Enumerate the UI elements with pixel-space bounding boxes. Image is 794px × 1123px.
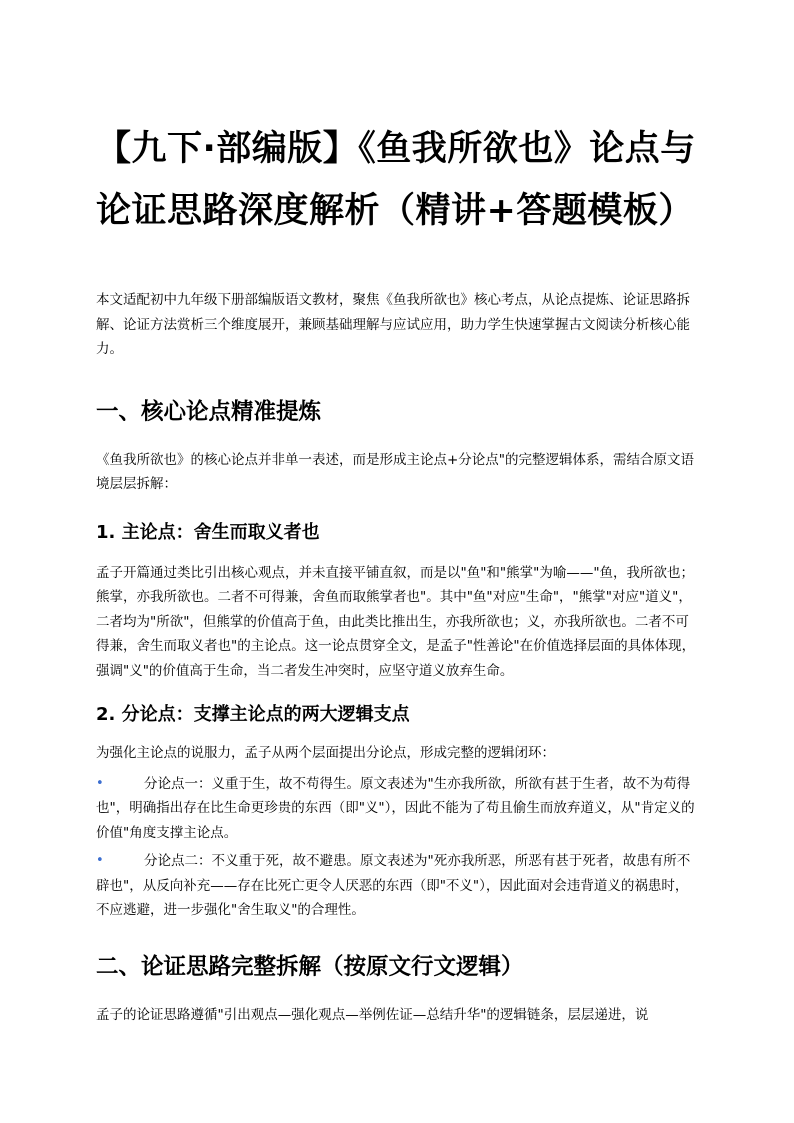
document-title: [96, 118, 698, 242]
intro-paragraph: 本文适配初中九年级下册部编版语文教材，聚焦《鱼我所欲也》核心考点，从论点提炼、论证思路拆解、论证方法赏析三个维度展开，兼顾基础理解与应试应用，助力学生快速掌握古文阅读分析核心能力。: [96, 292, 690, 357]
section-1-heading: 一、核心论点精准提炼: [96, 398, 322, 425]
list-item-text: 分论点一：义重于生，故不苟得生。原文表述为"生亦我所欲，所欲有甚于生者，故不为苟得也"，明确指出存在比生命更珍贵的东西（即"义"），因此不能为了苟且偷生而放弃道义，从"肯定义的价值"角度支撑主论点。: [96, 775, 695, 841]
subsection-2-heading: 2. 分论点：支撑主论点的两大逻辑支点: [96, 704, 410, 725]
title-line-1: 【九下·部编版】《鱼我所欲也》论点与: [96, 129, 696, 169]
subsection-1-heading: 1. 主论点：舍生而取义者也: [96, 521, 320, 543]
bullet-icon: •: [96, 775, 104, 791]
section-2-heading: 二、论证思路完整拆解（按原文行文逻辑）: [96, 953, 524, 980]
list-item-text: 分论点二：不义重于死，故不避患。原文表述为"死亦我所恶，所恶有甚于死者，故患有所不辟也"，从反向补充——存在比死亡更令人厌恶的东西（即"不义"），因此面对会违背道义的祸患时，不应逃避，进一步强化"舍生取义"的合理性。: [96, 853, 691, 918]
subsection-1-body: 孟子开篇通过类比引出核心观点，并未直接平铺直叙，而是以"鱼"和"熊掌"为喻——"鱼，我所欲也；熊掌，亦我所欲也。二者不可得兼，舍鱼而取熊掌者也"。其中"鱼"对应"生命"，"熊掌"对应"道义"，二者均为"所欲"，但熊掌的价值高于鱼，由此类比推出生，亦我所欲也；义，亦我所欲也。二者不可得兼，舍生而取义者也"的主论点。这一论点贯穿全文，是孟子"性善论"在价值选择层面的具体体现，强调"义"的价值高于生命，当二者发生冲突时，应坚守道义放弃生命。: [96, 564, 696, 679]
list-item: [96, 772, 698, 846]
list-item: [96, 849, 698, 923]
sub-arguments-list: [96, 772, 698, 923]
section-1-lead: 《鱼我所欲也》的核心论点并非单一表述，而是形成主论点+分论点"的完整逻辑体系，需结合原文语境层层拆解：: [96, 451, 695, 492]
subsection-2-lead: 为强化主论点的说服力，孟子从两个层面提出分论点，形成完整的逻辑闭环：: [96, 745, 555, 761]
section-2-lead: 孟子的论证思路遵循"引出观点—强化观点—举例佐证—总结升华"的逻辑链条，层层递进，说: [96, 1006, 649, 1023]
title-line-2: 论证思路深度解析（精讲+答题模板）: [96, 191, 694, 231]
bullet-icon: •: [96, 853, 104, 868]
